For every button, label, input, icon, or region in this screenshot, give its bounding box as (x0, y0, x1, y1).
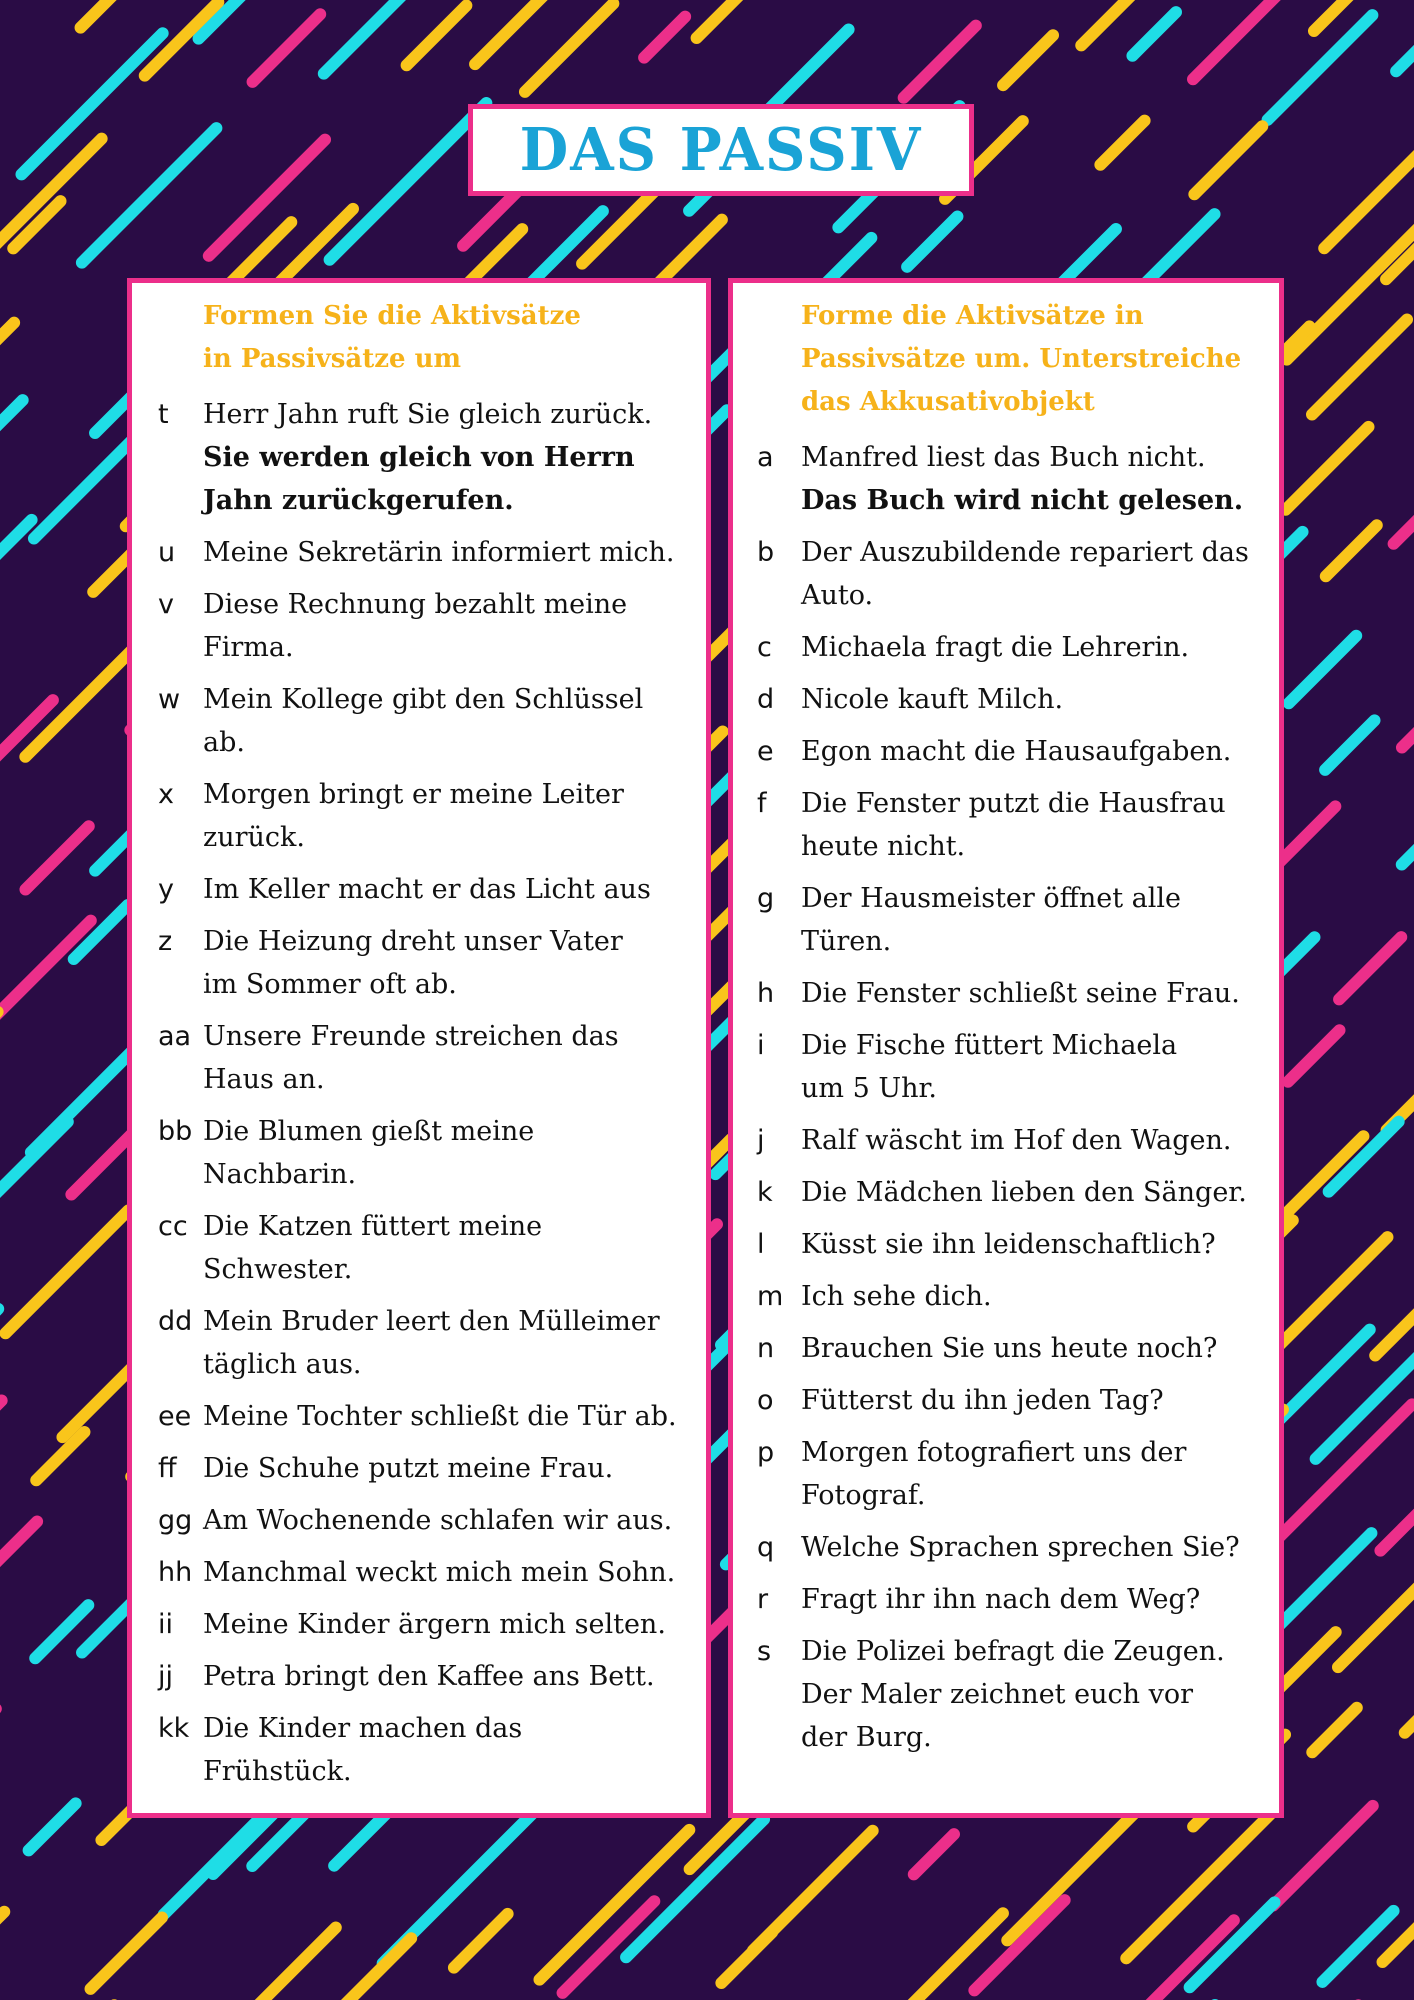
item-letter: q (757, 1532, 775, 1563)
sentence-line: Der Hausmeister öffnet alle (801, 883, 1181, 914)
item-sentence (801, 1223, 1279, 1266)
decorative-stripe (407, 5, 467, 65)
item-sentence (801, 877, 1279, 963)
decorative-stripe (82, 128, 216, 262)
item-letter: aa (158, 1021, 192, 1052)
item-sentence (203, 1015, 706, 1101)
example-answer (801, 479, 1279, 522)
decorative-stripe (0, 1522, 37, 1606)
sentence-line: Mein Kollege gibt den Schlüssel (203, 684, 644, 715)
decorative-stripe (540, 1830, 690, 1980)
decorative-stripe (1316, 1330, 1414, 1459)
item-letter: v (158, 589, 174, 620)
decorative-stripe (0, 921, 91, 1053)
sentence-line: Fragt ihr ihn nach dem Weg? (801, 1584, 1201, 1615)
decorative-stripe (25, 826, 88, 889)
instruction-line: Formen Sie die Aktivsätze (203, 301, 581, 331)
sentence-line: Herr Jahn ruft Sie gleich zurück. (203, 399, 653, 430)
item-letter: r (757, 1584, 769, 1615)
decorative-stripe (1339, 937, 1401, 999)
exercise-item (733, 531, 1279, 617)
exercise-item (132, 678, 706, 764)
decorative-stripe (0, 1400, 2, 1510)
answer-line: Jahn zurückgerufen. (203, 485, 514, 516)
decorative-stripe (220, 1927, 335, 2000)
decorative-stripe (1402, 612, 1414, 748)
exercise-item (733, 1630, 1279, 1759)
exercise-item (733, 1379, 1279, 1422)
item-sentence (203, 1110, 706, 1196)
item-sentence (801, 1431, 1279, 1517)
sentence-line: Am Wochenende schlafen wir aus. (203, 1505, 673, 1536)
decorative-stripe (0, 1122, 68, 1243)
item-letter: gg (158, 1505, 193, 1536)
item-sentence (203, 1603, 706, 1646)
sentence-line: heute nicht. (801, 831, 966, 862)
sentence-line: Die Kinder machen das (203, 1713, 523, 1744)
decorative-stripe (1387, 1025, 1414, 1130)
decorative-stripe (1289, 636, 1356, 703)
item-sentence (801, 1578, 1279, 1621)
exercise-item (132, 1499, 706, 1542)
decorative-stripe (1100, 121, 1144, 165)
exercise-item (132, 773, 706, 859)
item-letter: p (757, 1437, 775, 1468)
sentence-line: der Burg. (801, 1722, 932, 1753)
sentence-line: Unsere Freunde streichen das (203, 1021, 619, 1052)
item-sentence (203, 1395, 706, 1438)
sentence-line: Schwester. (203, 1254, 353, 1285)
sentence-line: Manchmal weckt mich mein Sohn. (203, 1557, 676, 1588)
item-letter: ff (158, 1453, 177, 1484)
decorative-stripe (644, 17, 685, 58)
item-sentence (801, 1327, 1279, 1370)
sentence-line: Die Heizung dreht unser Vater (203, 926, 623, 957)
item-sentence (203, 773, 706, 859)
decorative-stripe (904, 26, 976, 98)
decorative-stripe (1194, 126, 1262, 194)
decorative-stripe (1007, 1807, 1141, 1941)
decorative-stripe (1132, 12, 1176, 56)
sentence-line: Morgen bringt er meine Leiter (203, 779, 624, 810)
decorative-stripe (1312, 319, 1407, 414)
exercise-item (733, 1526, 1279, 1569)
item-letter: c (757, 632, 772, 663)
sentence-line: Die Polizei befragt die Zeugen. (801, 1636, 1225, 1667)
decorative-stripe (1268, 1237, 1387, 1356)
exercise-item (733, 1171, 1279, 1214)
item-letter: t (158, 399, 169, 430)
decorative-stripe (91, 1917, 162, 1988)
exercise-item (132, 1707, 706, 1793)
item-sentence (801, 782, 1279, 868)
item-sentence (203, 393, 706, 436)
item-sentence (801, 1630, 1279, 1759)
exercise-item (733, 436, 1279, 522)
exercise-item (733, 1327, 1279, 1370)
exercise-item (132, 1603, 706, 1646)
item-letter: z (158, 926, 173, 957)
title-banner (468, 104, 974, 196)
decorative-stripe (768, 30, 849, 111)
item-sentence (203, 1551, 706, 1594)
exercise-item (733, 678, 1279, 721)
decorative-stripe (0, 0, 69, 6)
item-letter: x (158, 779, 174, 810)
sentence-line: Fütterst du ihn jeden Tag? (801, 1385, 1164, 1416)
item-letter: o (757, 1385, 774, 1416)
sentence-line: Manfred liest das Buch nicht. (801, 442, 1206, 473)
exercise-item (733, 1223, 1279, 1266)
sentence-line: Der Auszubildende repariert das (801, 537, 1249, 568)
decorative-stripe (1326, 525, 1377, 576)
sentence-line: Frühstück. (203, 1756, 352, 1787)
item-sentence (801, 626, 1279, 669)
item-sentence (203, 1655, 706, 1698)
decorative-stripe (0, 520, 32, 610)
right-exercise-panel (728, 278, 1284, 1818)
exercise-item (733, 1578, 1279, 1621)
decorative-stripe (1325, 720, 1374, 769)
item-letter: kk (158, 1713, 190, 1744)
sentence-line: Die Mädchen lieben den Sänger. (801, 1177, 1247, 1208)
item-letter: u (158, 537, 176, 568)
item-letter: a (757, 442, 774, 473)
exercise-item (733, 1275, 1279, 1318)
left-instruction (203, 295, 683, 381)
sentence-line: Nachbarin. (203, 1159, 357, 1190)
sentence-line: Die Fische füttert Michaela (801, 1030, 1178, 1061)
item-letter: e (757, 736, 774, 767)
sentence-line: Küsst sie ihn leidenschaftlich? (801, 1229, 1216, 1260)
sentence-line: Firma. (203, 632, 294, 663)
sentence-line: Michaela fragt die Lehrerin. (801, 632, 1190, 663)
item-sentence (801, 1526, 1279, 1569)
sentence-line: Die Schuhe putzt meine Frau. (203, 1453, 614, 1484)
sentence-line: zurück. (203, 822, 305, 853)
item-sentence (801, 1024, 1279, 1110)
item-letter: w (158, 684, 181, 715)
left-exercise-panel (127, 278, 711, 1818)
decorative-stripe (253, 14, 321, 82)
item-sentence (801, 1275, 1279, 1318)
item-sentence (801, 1119, 1279, 1162)
sentence-line: Fotograf. (801, 1480, 926, 1511)
item-sentence (801, 1379, 1279, 1422)
exercise-item (733, 1119, 1279, 1162)
item-sentence (801, 972, 1279, 1015)
item-sentence (203, 1205, 706, 1291)
decorative-stripe (1286, 427, 1369, 510)
exercise-item (132, 920, 706, 1006)
item-letter: dd (158, 1306, 193, 1337)
decorative-stripe (1322, 1911, 1393, 1982)
decorative-stripe (626, 1819, 764, 1957)
sentence-line: Meine Sekretärin informiert mich. (203, 537, 675, 568)
sentence-line: Der Maler zeichnet euch vor (801, 1679, 1193, 1710)
decorative-stripe (721, 1932, 772, 1983)
item-letter: m (757, 1281, 784, 1312)
decorative-stripe (1312, 1708, 1357, 1753)
item-letter: ee (158, 1401, 192, 1432)
decorative-stripe (1288, 1030, 1339, 1081)
sentence-line: Morgen fotografiert uns der (801, 1437, 1187, 1468)
exercise-item (132, 1447, 706, 1490)
exercise-item (132, 531, 706, 574)
item-sentence (801, 531, 1279, 617)
sentence-line: Welche Sprachen sprechen Sie? (801, 1532, 1240, 1563)
decorative-stripe (1126, 1809, 1275, 1958)
exercise-item (132, 1551, 706, 1594)
sentence-line: Petra bringt den Kaffee ans Bett. (203, 1661, 655, 1692)
decorative-stripe (0, 323, 14, 378)
decorative-stripe (525, 3, 613, 91)
decorative-stripe (1402, 800, 1414, 864)
exercise-item (733, 1024, 1279, 1110)
decorative-stripe (914, 1834, 954, 1874)
sentence-line: Türen. (801, 926, 892, 957)
decorative-stripe (0, 1912, 4, 1960)
sentence-line: Meine Tochter schließt die Tür ab. (203, 1401, 677, 1432)
item-sentence (801, 1171, 1279, 1214)
item-sentence (203, 1499, 706, 1542)
item-sentence (203, 583, 706, 669)
sentence-line: Ralf wäscht im Hof den Wagen. (801, 1125, 1232, 1156)
item-sentence (203, 868, 706, 911)
instruction-line: Passivsätze um. Unterstreiche (801, 344, 1242, 374)
sentence-line: Nicole kauft Milch. (801, 684, 1064, 715)
item-sentence (203, 1300, 706, 1386)
sentence-line: Die Fenster schließt seine Frau. (801, 978, 1240, 1009)
right-sentence-list (733, 436, 1279, 1768)
decorative-stripe (907, 216, 957, 266)
left-sentence-list (132, 393, 706, 1802)
item-letter: bb (158, 1116, 193, 1147)
exercise-item (132, 1015, 706, 1101)
example-answer (203, 436, 706, 522)
sentence-line: Mein Bruder leert den Mülleimer (203, 1306, 660, 1337)
decorative-stripe (697, 0, 819, 38)
decorative-stripe (324, 0, 467, 74)
answer-line: Sie werden gleich von Herrn (203, 442, 635, 473)
exercise-item (733, 730, 1279, 773)
item-sentence (203, 531, 706, 574)
exercise-item (132, 393, 706, 522)
decorative-stripe (6, 1210, 129, 1333)
sentence-line: täglich aus. (203, 1349, 362, 1380)
exercise-item (132, 1395, 706, 1438)
item-letter: j (757, 1125, 765, 1156)
exercise-item (132, 1300, 706, 1386)
answer-line: Das Buch wird nicht gelesen. (801, 485, 1244, 516)
sentence-line: Haus an. (203, 1064, 325, 1095)
item-letter: k (757, 1177, 773, 1208)
sentence-line: im Sommer oft ab. (203, 969, 457, 1000)
sentence-line: Auto. (801, 580, 874, 611)
item-letter: y (158, 874, 174, 905)
sentence-line: Diese Rechnung bezahlt meine (203, 589, 628, 620)
item-sentence (801, 436, 1279, 479)
item-sentence (203, 920, 706, 1006)
decorative-stripe (1394, 410, 1414, 544)
decorative-stripe (1273, 1806, 1373, 1906)
exercise-item (132, 583, 706, 669)
exercise-item (733, 1431, 1279, 1517)
item-letter: s (757, 1636, 772, 1667)
item-sentence (801, 730, 1279, 773)
decorative-stripe (1396, 17, 1414, 71)
exercise-item (132, 1205, 706, 1291)
item-sentence (203, 678, 706, 764)
item-letter: cc (158, 1211, 188, 1242)
sentence-line: Egon macht die Hausaufgaben. (801, 736, 1232, 767)
decorative-stripe (974, 1900, 1064, 1990)
item-letter: jj (158, 1661, 174, 1692)
decorative-stripe (81, 0, 175, 28)
exercise-item (733, 626, 1279, 669)
item-sentence (203, 1707, 706, 1793)
exercise-item (733, 877, 1279, 963)
item-letter: f (757, 788, 767, 819)
right-instruction (801, 295, 1271, 424)
decorative-stripe (1405, 1607, 1414, 1733)
decorative-stripe (1003, 35, 1053, 85)
decorative-stripe (1324, 136, 1414, 248)
instruction-line: Forme die Aktivsätze in (801, 301, 1144, 331)
item-letter: hh (158, 1557, 193, 1588)
sentence-line: Die Fenster putzt die Hausfrau (801, 788, 1226, 819)
item-letter: h (757, 978, 775, 1009)
sentence-line: Die Katzen füttert meine (203, 1211, 543, 1242)
decorative-stripe (0, 400, 23, 541)
item-letter: g (757, 883, 775, 914)
item-letter: n (757, 1333, 775, 1364)
page-title: DAS PASSIV (519, 115, 923, 185)
item-letter: ii (158, 1609, 174, 1640)
exercise-item (132, 1655, 706, 1698)
sentence-line: Im Keller macht er das Licht aus (203, 874, 651, 905)
item-letter: d (757, 684, 775, 715)
decorative-stripe (330, 103, 487, 260)
exercise-item (733, 782, 1279, 868)
sentence-line: Meine Kinder ärgern mich selten. (203, 1609, 666, 1640)
sentence-line: Die Blumen gießt meine (203, 1116, 535, 1147)
decorative-stripe (1383, 1837, 1414, 1962)
decorative-stripe (454, 1914, 508, 1968)
item-letter: l (757, 1229, 765, 1260)
exercise-item (733, 972, 1279, 1015)
sentence-line: ab. (203, 727, 245, 758)
decorative-stripe (29, 1803, 76, 1850)
exercise-item (132, 1110, 706, 1196)
decorative-stripe (326, 1938, 411, 2000)
item-letter: b (757, 537, 775, 568)
decorative-stripe (1279, 806, 1335, 862)
item-sentence (203, 1447, 706, 1490)
sentence-line: Ich sehe dich. (801, 1281, 992, 1312)
sentence-line: Brauchen Sie uns heute noch? (801, 1333, 1218, 1364)
item-sentence (801, 678, 1279, 721)
exercise-item (132, 868, 706, 911)
sentence-line: um 5 Uhr. (801, 1073, 938, 1104)
item-letter: i (757, 1030, 765, 1061)
instruction-line: in Passivsätze um (203, 344, 462, 374)
instruction-line: das Akkusativobjekt (801, 387, 1095, 417)
